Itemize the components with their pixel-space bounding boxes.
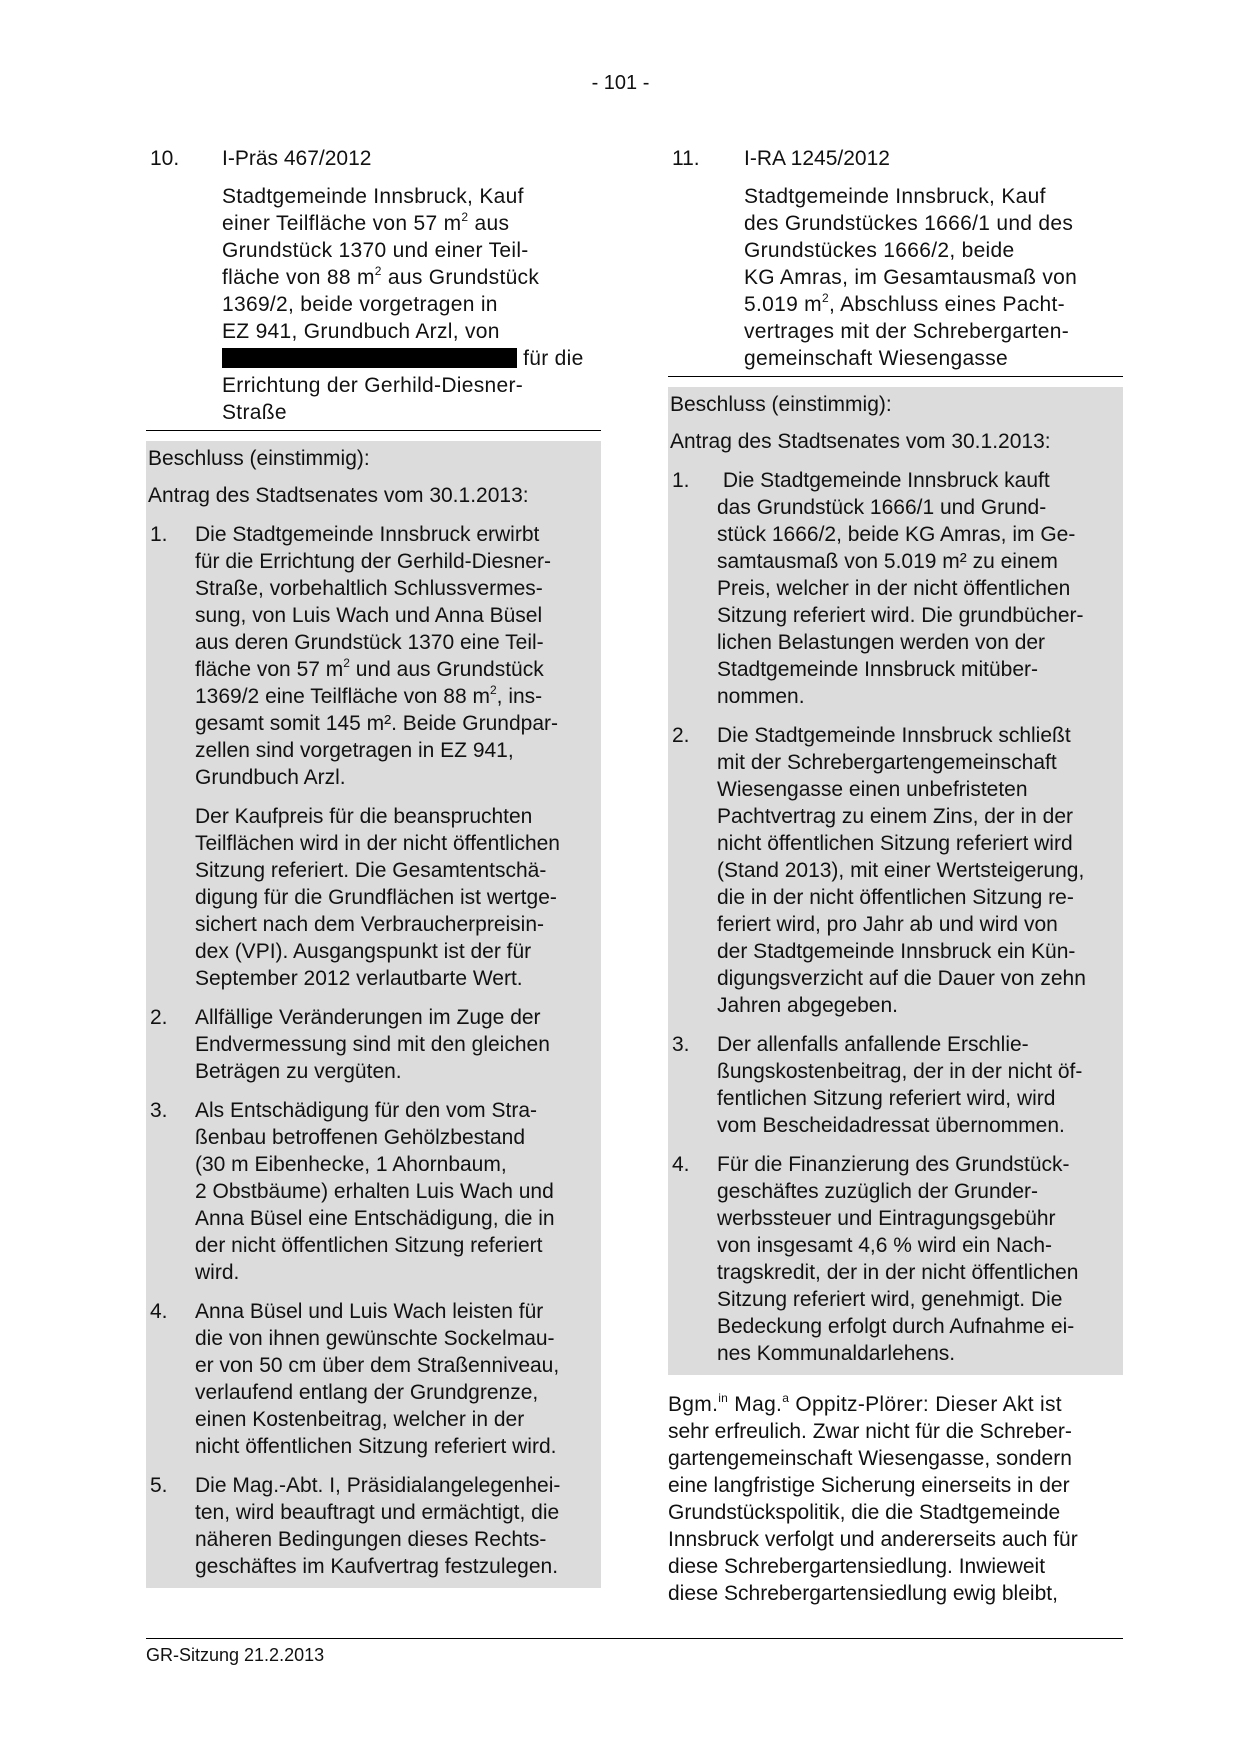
- speaker-name: Bgm.$^{in}$ Mag.$^a$: [668, 1391, 790, 1416]
- list-item: 4. Anna Büsel und Luis Wach leisten für die von ihnen gewünschte Sockelmau- er von 50 cm über dem Straßenniveau, verlaufend entlang der Grundgrenze, einen Kostenbeitrag, welcher in der nicht öffentlichen Sitzung referiert wird.: [150, 1300, 560, 1458]
- decision-label: Beschluss (einstimmig):: [148, 447, 370, 470]
- list-item: 3. Der allenfalls anfallende Erschlie- ßungskostenbeitrag, der in der nicht öf- fentlichen Sitzung referiert wird, wird vom Bescheidadressat übernommen.: [672, 1033, 1083, 1137]
- agenda-item-header: [146, 145, 601, 431]
- list-item: 5. Die Mag.-Abt. I, Präsidialangelegenhei- ten, wird beauftragt und ermächtigt, die näheren Bedingungen dieses Rechts- geschäftes im Kaufvertrag festzulegen.: [150, 1474, 561, 1578]
- agenda-item-title: Stadtgemeinde Innsbruck, Kauf einer Teilfläche von 57 $m^2$ aus Grundstück 1370 und einer Teil- fläche von 88 $m^2$ aus Grundstück 1369/2, beide vorgetragen in EZ 941, Grundbuch Arzl, von für die Errichtung der Gerhild-Diesner- Straße: [222, 185, 584, 424]
- list-item: 4. Für die Finanzierung des Grundstück- geschäftes zuzüglich der Grunder- werbssteuer und Eintragungsgebühr von insgesamt 4,6 % wird ein Nach- tragskredit, der in der nicht öffentlichen Sitzung referiert wird, genehmigt. Die Bedeckung erfolgt durch Aufnahme ei- nes Kommunaldarlehens.: [672, 1153, 1079, 1365]
- agenda-item-id: I-Präs 467/2012: [222, 147, 372, 170]
- list-item: 3. Als Entschädigung für den vom Stra- ßenbau betroffenen Gehölzbestand (30 m Eibenhecke, 1 Ahornbaum, 2 Obstbäume) erhalten Luis Wach und Anna Büsel eine Entschädigung, die in der nicht öffentlichen Sitzung referiert wird.: [150, 1099, 555, 1284]
- page-number: - 101 -: [591, 72, 650, 94]
- list-item: 2. Die Stadtgemeinde Innsbruck schließt mit der Schrebergartengemeinschaft Wiesengasse einen unbefristeten Pachtvertrag zu einem Zins, der in der nicht öffentlichen Sitzung referiert wird (Stand 2013), mit einer Wertsteigerung, die in der nicht öffentlichen Sitzung re- feriert wird, pro Jahr ab und wird von der Stadtgemeinde Innsbruck ein Kün- digungsverzicht auf die Dauer von zehn Jahren abgegeben.: [672, 724, 1086, 1017]
- right-column: [668, 145, 1123, 1607]
- redaction-bar: [222, 348, 517, 368]
- resolution-box: [668, 387, 1123, 1375]
- resolution-box: [146, 441, 601, 1588]
- page-footer: GR-Sitzung 21.2.2013: [146, 1638, 1123, 1666]
- agenda-item-number: 10.: [150, 147, 180, 170]
- list-item: 1. Die Stadtgemeinde Innsbruck erwirbt für die Errichtung der Gerhild-Diesner- Straße, vorbehaltlich Schlussvermes- sung, von Luis Wach und Anna Büsel aus deren Grundstück 1370 eine Teil- fläche von 57 $m^2$ und aus Grundstück 1369/2 eine Teilfläche von 88 $m^2$, ins- gesamt somit 145 m². Beide Grundpar- zellen sind vorgetragen in EZ 941, Grundbuch Arzl. Der Kaufpreis für die beanspruchten Teilflächen wird in der nicht öffentlichen Sitzung referiert. Die Gesamtentschä- digung für die Grundflächen ist wertge- sichert nach dem Verbraucherpreisin- dex (VPI). Ausgangspunkt ist der für September 2012 verlautbarte Wert.: [150, 523, 560, 990]
- speech-paragraph: Bgm.$^{in}$ Mag.$^a$ Oppitz-Plörer: Dieser Akt ist sehr erfreulich. Zwar nicht für die Schreber- gartengemeinschaft Wiesengasse, sondern eine langfristige Sicherung einerseits in der Grundstückspolitik, die die Stadtgemeinde Innsbruck verfolgt und andererseits auch für diese Schrebergartensiedlung. Inwieweit diese Schrebergartensiedlung ewig bleibt,: [668, 1391, 1078, 1605]
- agenda-item-title: Stadtgemeinde Innsbruck, Kauf des Grundstückes 1666/1 und des Grundstückes 1666/2, beide KG Amras, im Gesamtausmaß von 5.019 $m^2$, Abschluss eines Pacht- vertrages mit der Schrebergarten- gemeinschaft Wiesengasse: [744, 185, 1078, 370]
- agenda-item-header: [668, 145, 1123, 377]
- list-item: 2. Allfällige Veränderungen im Zuge der Endvermessung sind mit den gleichen Beträgen zu vergüten.: [150, 1006, 550, 1083]
- list-item: 1. Die Stadtgemeinde Innsbruck kauft das Grundstück 1666/1 und Grund- stück 1666/2, beide KG Amras, im Ge- samtausmaß von 5.019 m² zu einem Preis, welcher in der nicht öffentlichen Sitzung referiert wird. Die grundbücher- lichen Belastungen werden von der Stadtgemeinde Innsbruck mitüber- nommen.: [672, 469, 1084, 708]
- left-column: [146, 145, 601, 1588]
- motion-label: Antrag des Stadtsenates vom 30.1.2013:: [148, 484, 529, 507]
- agenda-item-id: I-RA 1245/2012: [744, 147, 890, 170]
- motion-label: Antrag des Stadtsenates vom 30.1.2013:: [670, 430, 1051, 453]
- decision-label: Beschluss (einstimmig):: [670, 393, 892, 416]
- agenda-item-number: 11.: [672, 147, 700, 170]
